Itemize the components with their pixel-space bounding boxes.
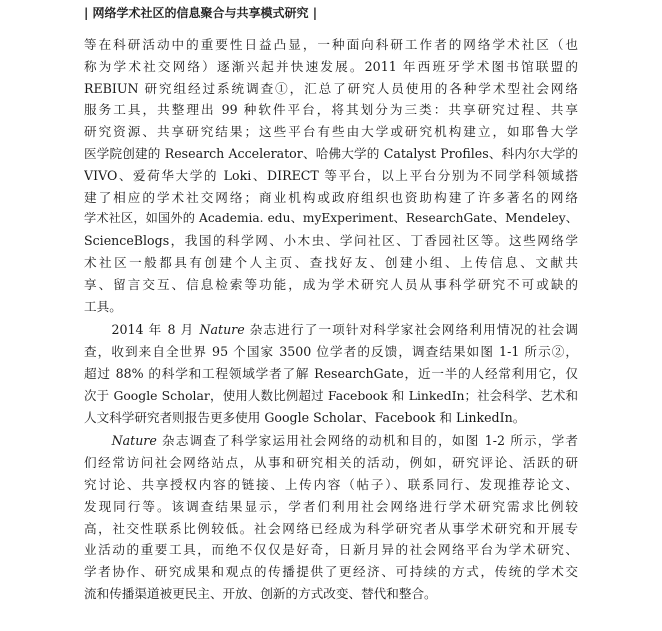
text-line: Nature 杂志调查了科学家运用社会网络的动机和目的，如图 1-2 所示，学者 xyxy=(111,433,578,449)
text-line: 研究资源、共享研究结果；这些平台有些由大学或研究机构建立，如耶鲁大学 xyxy=(84,124,578,140)
text-line: 流和传播渠道被更民主、开放、创新的方式改变、替代和整合。 xyxy=(84,585,437,601)
text-line: 术社区一般都具有创建个人主页、查找好友、创建小组、上传信息、文献共 xyxy=(84,254,578,270)
text-line: 们经常访问社会网络站点，从事和研究相关的活动，例如，研究评论、活跃的研 xyxy=(84,455,578,471)
paragraph-2 xyxy=(84,319,578,428)
text-line: 业活动的重要工具，而绝不仅仅是好奇，日新月异的社会网络平台为学术研究、 xyxy=(84,542,578,558)
text-line: 服务工具，共整理出 99 种软件平台，将其划分为三类：共享研究过程、共享 xyxy=(84,102,578,118)
running-header: | 网络学术社区的信息聚合与共享模式研究 | xyxy=(84,6,318,20)
text-line: 发现同行等。该调查结果显示，学者们利用社会网络进行学术研究需求比例较 xyxy=(84,498,578,514)
text-line: 究讨论、共享授权内容的链接、上传内容（帖子）、联系同行、发现推荐论文、 xyxy=(84,476,578,492)
text-line: 人文科学研究者则报告更多使用 Google Scholar、Facebook 和 LinkedIn。 xyxy=(84,409,526,425)
text-line: 超过 88% 的科学和工程领域学者了解 ResearchGate，近一半的人经常利用它，仅 xyxy=(84,365,578,381)
text-line: 查，收到来自全世界 95 个国家 3500 位学者的反馈，调查结果如图 1-1 所示②， xyxy=(84,344,578,360)
text-line: ScienceBlogs，我国的科学网、小木虫、学问社区、丁香园社区等。这些网络学 xyxy=(84,233,578,249)
text-line: 学者协作、研究成果和观点的传播提供了更经济、可持续的方式，传统的学术交 xyxy=(84,564,578,580)
text-line: 次于 Google Scholar，使用人数比例超过 Facebook 和 LinkedIn；社会科学、艺术和 xyxy=(84,387,578,403)
text-line: VIVO、爱荷华大学的 Loki、DIRECT 等平台，以上平台分别为不同学科领域搭 xyxy=(84,167,578,183)
text-line: 享、留言交互、信息检索等功能，成为学术研究人员从事科学研究不可或缺的 xyxy=(84,276,578,292)
paragraph-1 xyxy=(84,34,578,317)
paragraph-3 xyxy=(84,430,578,604)
text-line: REBIUN 研究组经过系统调查①，汇总了研究人员使用的各种学术型社会网络 xyxy=(84,80,578,96)
text-line: 建了相应的学术社交网络；商业机构或政府组织也资助构建了许多著名的网络 xyxy=(84,189,578,205)
text-line: 2014 年 8 月 Nature 杂志进行了一项针对科学家社会网络利用情况的社会调 xyxy=(84,322,578,338)
text-line: 学术社区，如国外的 Academia. edu、myExperiment、ResearchGate、Mendeley、 xyxy=(84,211,578,226)
page-body xyxy=(84,34,578,605)
text-line: 医学院创建的 Research Accelerator、哈佛大学的 Catalyst Profiles、科内尔大学的 xyxy=(84,145,578,161)
text-line: 高，社交性联系比例较低。社会网络已经成为科学研究者从事学术研究和开展专 xyxy=(84,520,578,536)
text-line: 称为学术社交网络）逐渐兴起并快速发展。2011 年西班牙学术图书馆联盟的 xyxy=(84,58,578,74)
text-line: 工具。 xyxy=(84,298,122,314)
text-line: 等在科研活动中的重要性日益凸显，一种面向科研工作者的网络学术社区（也 xyxy=(84,37,578,52)
